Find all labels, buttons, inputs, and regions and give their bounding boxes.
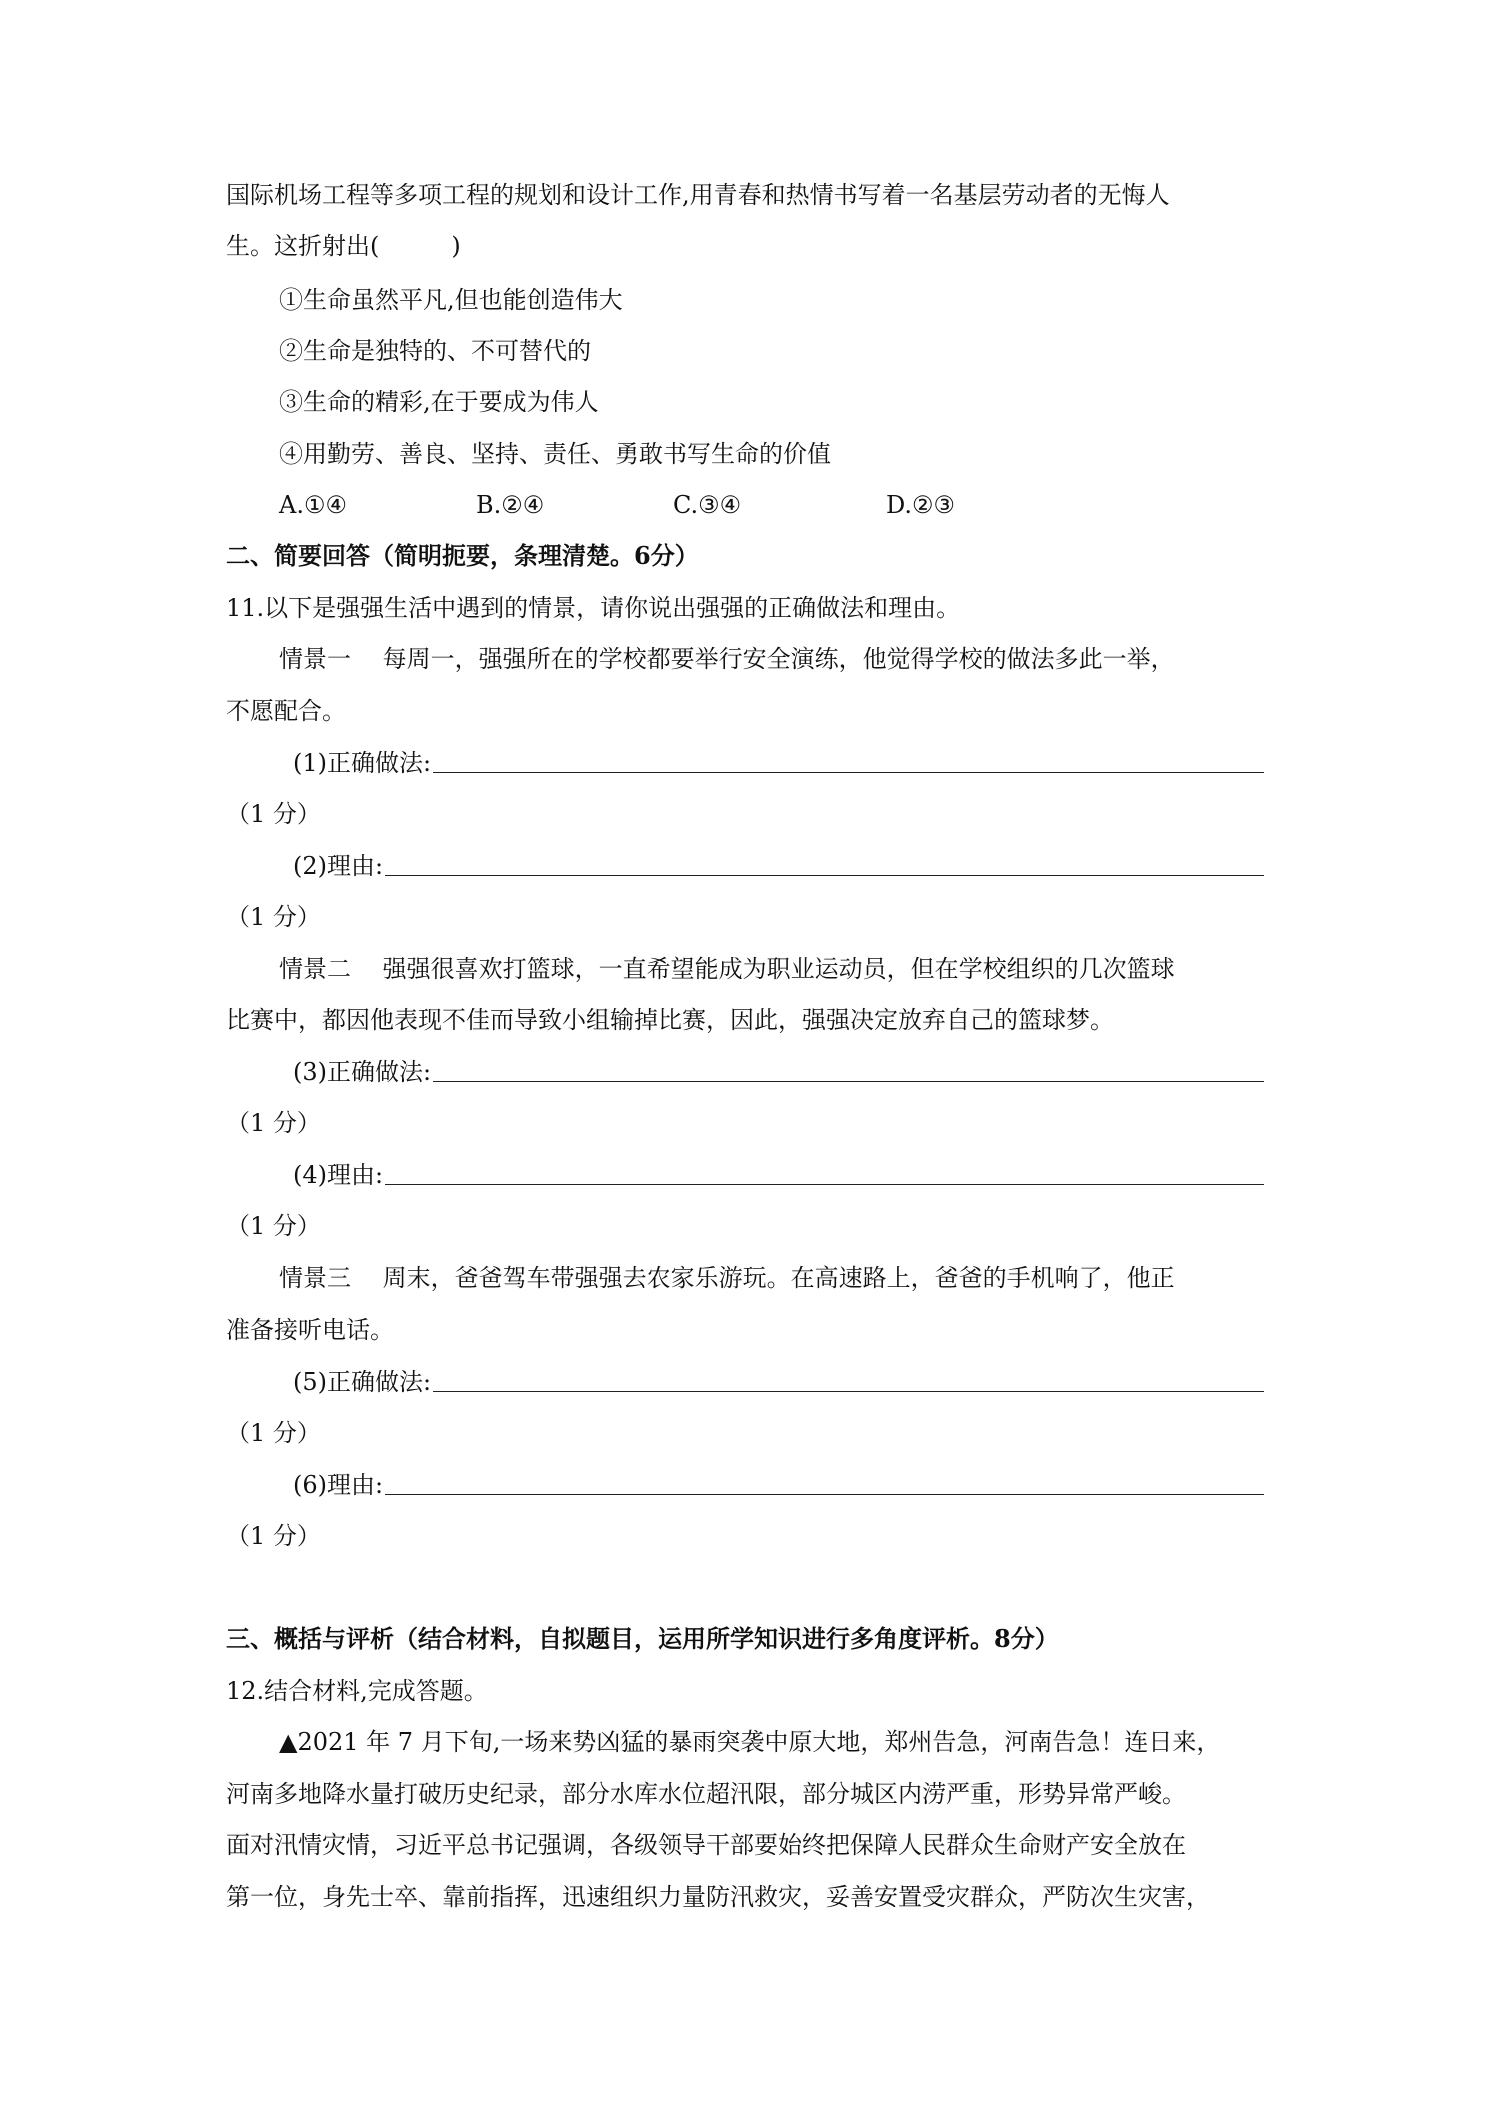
scene-2-line-1: 情景二 强强很喜欢打篮球，一直希望能成为职业运动员，但在学校组织的几次篮球 (279, 955, 1175, 983)
blank-3-points: （1 分） (226, 1109, 321, 1137)
blank-4-write-line[interactable] (385, 1184, 1264, 1185)
blank-6-write-line[interactable] (385, 1494, 1264, 1495)
blank-6-label: (6)理由: (293, 1471, 384, 1499)
q10-statement-3: ③生命的精彩,在于要成为伟人 (279, 388, 599, 416)
q10-option-a[interactable]: A.①④ (279, 491, 347, 519)
answer-blank-4 (293, 1158, 1264, 1192)
material-line-3: 面对汛情灾情，习近平总书记强调，各级领导干部要始终把保障人民群众生命财产安全放在 (226, 1831, 1186, 1859)
answer-blank-5 (293, 1365, 1264, 1399)
scene-3-line-2: 准备接听电话。 (226, 1316, 394, 1344)
section-3-heading: 三、概括与评析（结合材料，自拟题目，运用所学知识进行多角度评析。8分） (226, 1624, 1059, 1653)
q10-option-b[interactable]: B.②④ (476, 491, 545, 519)
q10-statement-2: ②生命是独特的、不可替代的 (279, 337, 591, 365)
blank-1-write-line[interactable] (433, 772, 1264, 773)
blank-2-write-line[interactable] (385, 875, 1264, 876)
q12-stem: 12.结合材料,完成答题。 (226, 1677, 488, 1705)
blank-2-label: (2)理由: (293, 852, 384, 880)
section-2-heading: 二、简要回答（简明扼要，条理清楚。6分） (226, 541, 699, 570)
blank-5-label: (5)正确做法: (293, 1368, 432, 1396)
scene-3-line-1: 情景三 周末，爸爸驾车带强强去农家乐游玩。在高速路上，爸爸的手机响了，他正 (279, 1264, 1175, 1292)
blank-3-write-line[interactable] (433, 1081, 1264, 1082)
material-line-1: ▲2021 年 7 月下旬,一场来势凶猛的暴雨突袭中原大地，郑州告急，河南告急！连日来， (279, 1728, 1221, 1756)
q10-stem-line-1: 国际机场工程等多项工程的规划和设计工作,用青春和热情书写着一名基层劳动者的无悔人 (226, 181, 1170, 209)
blank-3-label: (3)正确做法: (293, 1058, 432, 1086)
q10-option-c[interactable]: C.③④ (673, 491, 742, 519)
blank-5-write-line[interactable] (433, 1391, 1264, 1392)
answer-blank-6 (293, 1468, 1264, 1502)
blank-1-points: （1 分） (226, 800, 321, 828)
answer-blank-3 (293, 1055, 1264, 1089)
material-line-4: 第一位，身先士卒、靠前指挥，迅速组织力量防汛救灾，妥善安置受灾群众，严防次生灾害， (226, 1883, 1210, 1911)
blank-6-points: （1 分） (226, 1522, 321, 1550)
blank-1-label: (1)正确做法: (293, 749, 432, 777)
q10-option-d[interactable]: D.②③ (886, 491, 956, 519)
q10-stem-line-2: 生。这折射出( ) (226, 232, 461, 260)
blank-5-points: （1 分） (226, 1419, 321, 1447)
scene-1-line-2: 不愿配合。 (226, 697, 346, 725)
scene-2-line-2: 比赛中，都因他表现不佳而导致小组输掉比赛，因此，强强决定放弃自己的篮球梦。 (226, 1006, 1114, 1034)
q10-statement-1: ①生命虽然平凡,但也能创造伟大 (279, 286, 623, 314)
q11-stem: 11.以下是强强生活中遇到的情景，请你说出强强的正确做法和理由。 (226, 594, 961, 622)
blank-2-points: （1 分） (226, 903, 321, 931)
scene-1-line-1: 情景一 每周一，强强所在的学校都要举行安全演练，他觉得学校的做法多此一举， (279, 645, 1175, 673)
material-line-2: 河南多地降水量打破历史纪录，部分水库水位超汛限，部分城区内涝严重，形势异常严峻。 (226, 1780, 1186, 1808)
blank-4-label: (4)理由: (293, 1161, 384, 1189)
answer-blank-1 (293, 746, 1264, 780)
blank-4-points: （1 分） (226, 1212, 321, 1240)
q10-statement-4: ④用勤劳、善良、坚持、责任、勇敢书写生命的价值 (279, 440, 831, 468)
answer-blank-2 (293, 849, 1264, 883)
